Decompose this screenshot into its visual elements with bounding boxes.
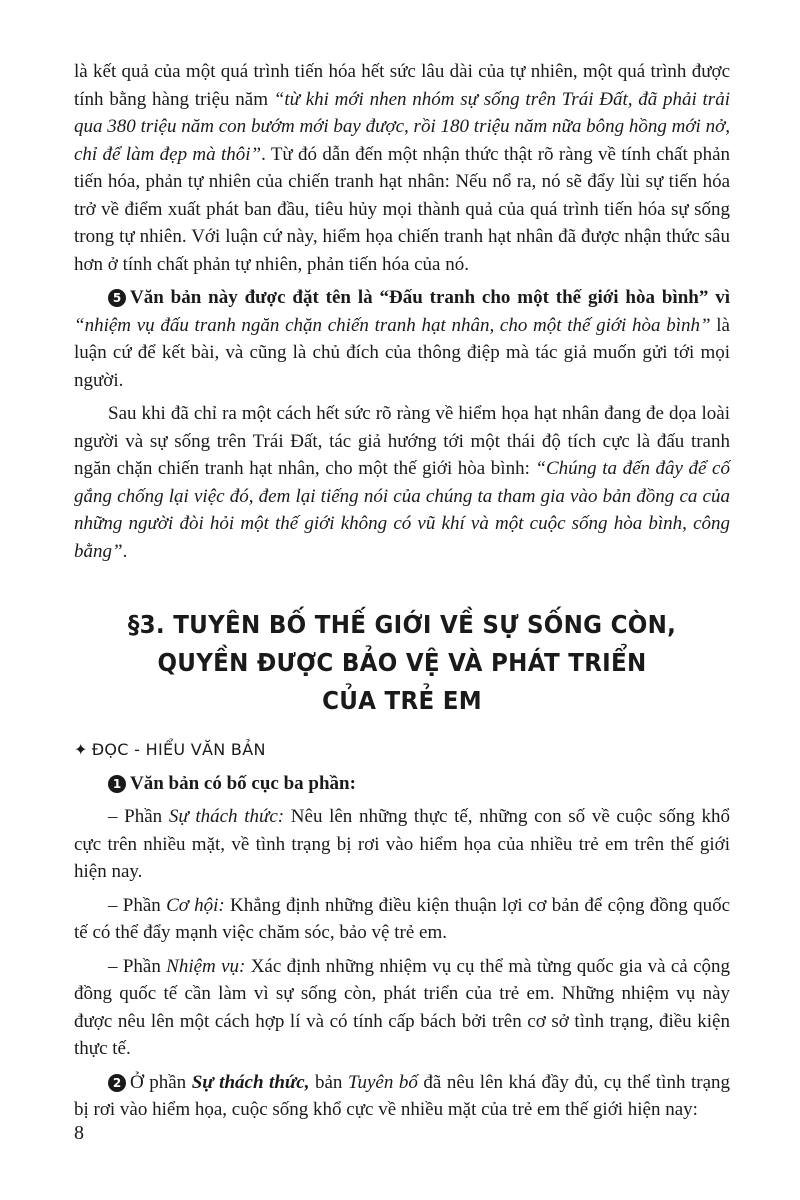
heading-line-3: CỦA TRẺ EM [322,686,482,715]
lower-text-block [74,736,730,1124]
question-1: 1 Văn bản có bố cục ba phần: [74,770,730,798]
question-2: 2 Ở phần Sự thách thức, bản Tuyên bố đã nêu lên khá đầy đủ, cụ thể tình trạng bị rơi vào hiểm họa, cuộc sống khổ cực về nhiều mặt của trẻ em thế giới hiện nay: [74,1071,731,1120]
heading-line-1: §3. TUYÊN BỐ THẾ GIỚI VỀ SỰ SỐNG CÒN, [127,610,677,639]
section-heading [74,606,730,720]
number-5-icon: 5 [108,289,126,307]
paragraph-evolution: là kết quả của một quá trình tiến hóa hết sức lâu dài của tự nhiên, một quá trình được tính bằng hàng triệu năm “từ khi mới nhen nhóm sự sống trên Trái Đất, đã phải trải qua 380 triệu năm con bướm mới bay được, rồi 180 triệu năm nữa bông hồng mới nở, chỉ để làm đẹp mà thôi”. Từ đó dẫn đến một nhận thức thật rõ ràng về tính chất phản tiến hóa, phản tự nhiên của chiến tranh hạt nhân: Nếu nổ ra, nó sẽ đẩy lùi sự tiến hóa trở về điểm xuất phát ban đầu, tiêu hủy mọi thành quả của quá trình tiến hóa sự sống trong tự nhiên. Với luận cứ này, hiểm họa chiến tranh hạt nhân đã được nhận thức sâu hơn ở tính chất phản tự nhiên, phản tiến hóa của nó. [74,61,730,275]
diamond-icon: ✦ [74,740,88,759]
upper-text-block [74,58,730,565]
reading-section-label: ✦ ĐỌC - HIỂU VĂN BẢN [74,740,266,759]
paragraph-question-5: 5 Văn bản này được đặt tên là “Đấu tranh cho một thế giới hòa bình” vì “nhiệm vụ đấu tranh ngăn chặn chiến tranh hạt nhân, cho một thế giới hòa bình” là luận cứ để kết bài, và cũng là chủ đích của thông điệp mà tác giả muốn gửi tới mọi người. [74,287,730,391]
heading-line-2: QUYỀN ĐƯỢC BẢO VỆ VÀ PHÁT TRIỂN [157,648,647,677]
list-item-task: – Phần Nhiệm vụ: Xác định những nhiệm vụ cụ thể mà từng quốc gia và cả cộng đồng quốc tế cần làm vì sự sống còn, phát triển của trẻ em. Những nhiệm vụ này được nêu lên một cách hợp lí và có tính cấp bách bởi trên cơ sở tình trạng, điều kiện thực tế. [74,955,730,1059]
page-number: 8 [74,1122,84,1144]
number-1-icon: 1 [108,775,126,793]
paragraph-conclusion: Sau khi đã chỉ ra một cách hết sức rõ ràng về hiểm họa hạt nhân đang đe dọa loài người và sự sống trên Trái Đất, tác giả hướng tới một thái độ tích cực là đấu tranh ngăn chặn chiến tranh hạt nhân, cho một thế giới hòa bình: “Chúng ta đến đây để cố gắng chống lại việc đó, đem lại tiếng nói của chúng ta tham gia vào bản đồng ca của những người đòi hỏi một thế giới không có vũ khí và một cuộc sống hòa bình, công bằng”. [74,403,730,562]
list-item-challenge: – Phần Sự thách thức: Nêu lên những thực tế, những con số về cuộc sống khổ cực trên nhiều mặt, về tình trạng bị rơi vào hiểm họa của nhiều trẻ em trên thế giới hiện nay. [74,806,730,882]
list-item-opportunity: – Phần Cơ hội: Khẳng định những điều kiện thuận lợi cơ bản để cộng đồng quốc tế có thể đẩy mạnh việc chăm sóc, bảo vệ trẻ em. [74,894,731,943]
number-2-icon: 2 [108,1074,126,1092]
